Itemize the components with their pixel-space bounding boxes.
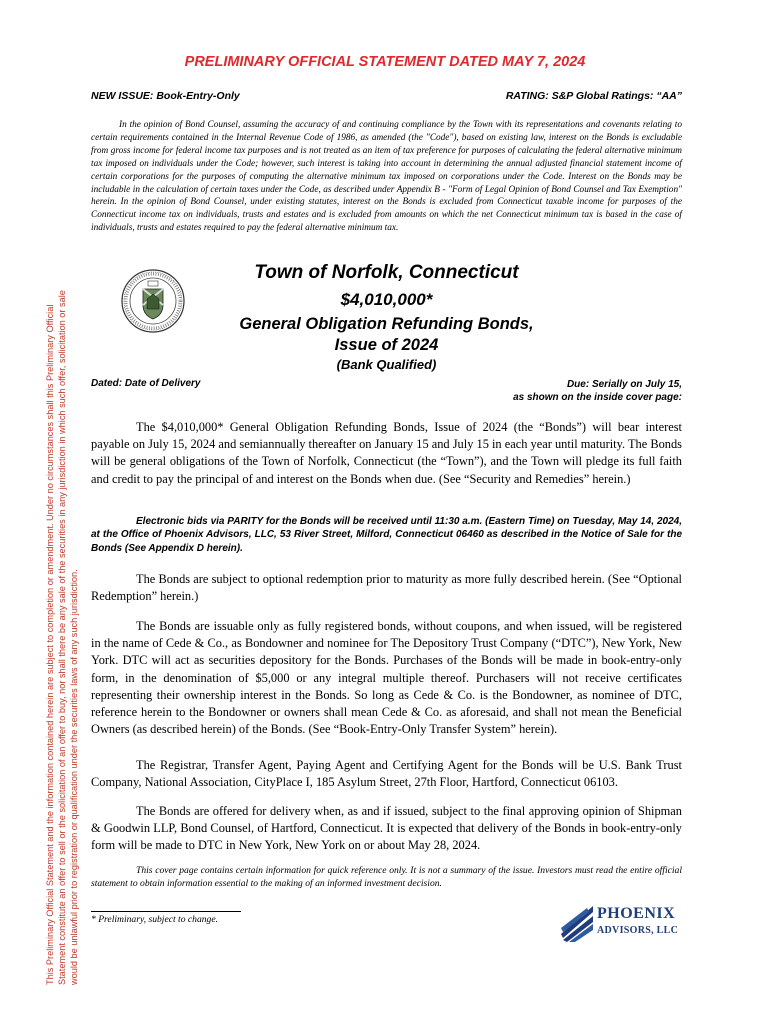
issue-amount: $4,010,000* [340,290,433,309]
bonds-description-paragraph: The $4,010,000* General Obligation Refunding Bonds, Issue of 2024 (the “Bonds”) will bear interest payable on July 15, 2024 and semiannually thereafter on January 15 and July 15 in each year until maturity. The Bonds will be general obligations of the Town of Norfolk, Connecticut (the “Town”), and the Town will pledge its full faith and credit to pay the principal of and interest on the Bonds when due. (See “Security and Remedies” herein.) [91,420,682,486]
logo-name: PHOENIX [597,905,676,922]
issue-rating-row [91,90,682,102]
dated-label: Dated: Date of Delivery [91,378,201,389]
preliminary-heading: PRELIMINARY OFFICIAL STATEMENT DATED MAY 7, 2024 [184,54,586,70]
electronic-bids-notice: Electronic bids via PARITY for the Bonds will be received until 11:30 a.m. (Eastern Time) on Tuesday, May 14, 2024, at the Office of Phoenix Advisors, LLC, 53 River Street, Milford, Connecticut 06460 as described in the Notice of Sale for the Bonds (See Appendix D herein). [91,516,682,554]
rating-label: RATING: S&P Global Ratings: “AA” [505,90,682,102]
logo-subtitle: ADVISORS, LLC [597,925,679,936]
bond-counsel-opinion: In the opinion of Bond Counsel, assuming the accuracy of and continuing compliance by the Town with its representations and covenants relating to certain requirements contained in the Internal Revenue Code of 1986, as amended (the "Code"), based on existing law, interest on the Bonds is excludable from gross income for federal income tax purposes and is not treated as an item of tax preference for purposes of calculating the federal alternative minimum tax imposed on individuals under the Code; however, such interest is taking into account in determining the annual adjusted financial statement income of certain corporations for the purposes of computing the alternative minimum tax imposed on corporations under the Code. Interest on the Bonds may be includable in the calculation of certain taxes under the Code, as described under Appendix B - "Form of Legal Opinion of Bond Counsel and Tax Exemption" herein. In the opinion of Bond Counsel, under existing statutes, interest on the Bonds is excluded from Connecticut taxable income for purposes of the Connecticut income tax on individuals, trusts and estates and is excluded from amounts on which the net Connecticut minimum tax is based in the case of individuals, trusts and estates required to pay the federal alternative minimum tax. [91,120,682,234]
optional-redemption-paragraph: The Bonds are subject to optional redemption prior to maturity as more fully described herein. (See “Optional Redemption” herein.) [91,572,682,604]
due-line2: as shown on the inside cover page: [513,392,682,403]
bank-qualified: (Bank Qualified) [336,357,437,372]
due-label [513,378,682,404]
due-line1: Due: Serially on July 15, [566,379,682,390]
preliminary-legend [44,65,81,985]
cover-page-note: This cover page contains certain information for quick reference only. It is not a summary of the issue. Investors must read the entire official statement to obtain information essential to the making of an informed investment decision. [91,865,682,890]
legend-line: This Preliminary Official Statement and the information contained herein are subject to completion or amendment. Under no circumstances shall this Preliminary Official [45,304,55,985]
footnote-divider [91,911,241,912]
preliminary-footnote: * Preliminary, subject to change. [91,914,219,925]
bond-title-line2: Issue of 2024 [334,336,439,354]
legend-line: would be unlawful prior to registration or qualification under the securities laws of any such jurisdiction. [69,569,80,985]
bond-title [91,314,682,356]
phoenix-advisors-logo [559,904,684,946]
delivery-paragraph: The Bonds are offered for delivery when, as and if issued, subject to the final approving opinion of Shipman & Goodwin LLP, Bond Counsel, of Hartford, Connecticut. It is expected that delivery of the Bonds in book-entry-only form will be made to DTC in New York, New York on or about May 28, 2024. [91,804,682,853]
phoenix-wing-icon [559,904,595,944]
bond-title-line1: General Obligation Refunding Bonds, [239,315,534,333]
issuer-name: Town of Norfolk, Connecticut [254,262,519,283]
registrar-paragraph: The Registrar, Transfer Agent, Paying Agent and Certifying Agent for the Bonds will be U.S. Bank Trust Company, National Association, CityPlace I, 185 Asylum Street, 27th Floor, Hartford, Connecticut 06103. [91,758,682,790]
legend-line: Statement constitute an offer to sell or the solicitation of an offer to buy, nor shall there be any sale of the securities in any jurisdiction in which such offer, solicitation or sale [57,290,68,985]
book-entry-paragraph: The Bonds are issuable only as fully registered bonds, without coupons, and when issued, will be registered in the name of Cede & Co., as Bondowner and nominee for The Depository Trust Company (“DTC”), New York, New York. DTC will act as securities depository for the Bonds. Purchases of the Bonds will be made in book-entry-only form, in the denomination of $5,000 or any integral multiple thereof. Purchasers will not receive certificates representing their ownership interest in the Bonds. So long as Cede & Co. is the Bondowner, as nominee of DTC, reference herein to the Bondowner or owners shall mean Cede & Co. as aforesaid, and shall not mean the Beneficial Owners (as described herein) of the Bonds. (See “Book-Entry-Only Transfer System” herein). [91,619,682,737]
new-issue-label: NEW ISSUE: Book-Entry-Only [91,90,240,102]
